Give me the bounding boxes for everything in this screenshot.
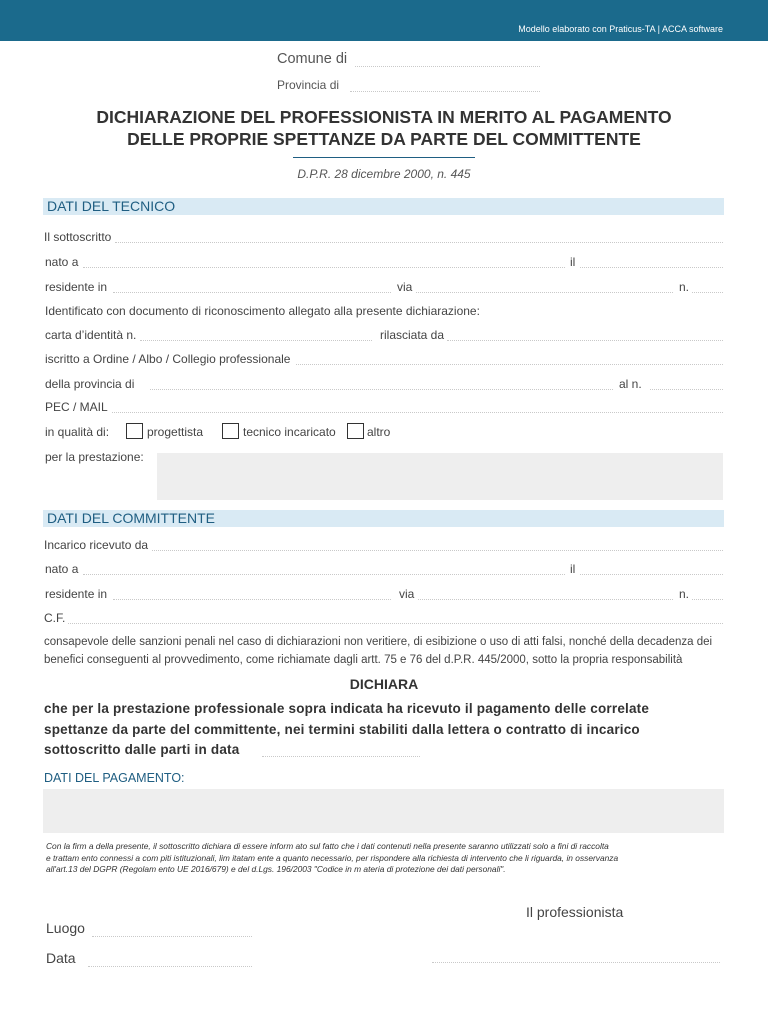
provincia-field[interactable] [350, 91, 540, 92]
section-dati-tecnico: DATI DEL TECNICO [43, 198, 724, 215]
carta-identita-label: carta d’identità n. [45, 328, 137, 342]
committente-nato-a-label: nato a [45, 562, 79, 576]
numero-iscrizione-field[interactable] [650, 389, 723, 390]
comune-label: Comune di [277, 51, 348, 67]
committente-il-label: il [570, 562, 576, 576]
provincia-label: Provincia di [277, 78, 340, 92]
iscritto-label: iscritto a Ordine / Albo / Collegio professionale [45, 352, 291, 366]
qualita-label: in qualità di: [45, 425, 110, 439]
altro-option-label: altro [367, 425, 391, 439]
software-credit: Modello elaborato con Praticus-TA | ACCA software [518, 24, 723, 34]
committente-civico-label: n. [679, 587, 690, 601]
data-field[interactable] [88, 966, 252, 967]
professionista-label: Il professionista [526, 904, 624, 920]
tecnico-residente-field[interactable] [113, 292, 391, 293]
committente-via-field[interactable] [418, 599, 673, 600]
tecnico-civico-label: n. [679, 280, 690, 294]
data-incarico-field[interactable] [262, 756, 420, 757]
document-subtitle: D.P.R. 28 dicembre 2000, n. 445 [297, 167, 471, 181]
data-label: Data [46, 950, 76, 966]
header-bar [0, 0, 768, 41]
prestazione-label: per la prestazione: [45, 450, 144, 464]
tecnico-via-label: via [397, 280, 413, 294]
section-dati-committente: DATI DEL COMMITTENTE [43, 510, 724, 527]
dichiarazione-line-3: sottoscritto dalle parti in data [44, 742, 240, 757]
prestazione-textarea[interactable] [157, 453, 723, 500]
incarico-label: Incarico ricevuto da [44, 538, 149, 552]
committente-nato-a-field[interactable] [83, 574, 565, 575]
firma-field[interactable] [432, 962, 720, 963]
dati-pagamento-textarea[interactable] [43, 789, 724, 833]
iscritto-field[interactable] [296, 364, 723, 365]
luogo-label: Luogo [46, 920, 85, 936]
tecnico-civico-field[interactable] [692, 292, 723, 293]
provincia-ordine-label: della provincia di [45, 377, 135, 391]
comune-field[interactable] [355, 66, 540, 67]
progettista-checkbox[interactable] [126, 423, 143, 439]
committente-residente-field[interactable] [113, 599, 391, 600]
cf-field[interactable] [68, 623, 723, 624]
committente-via-label: via [399, 587, 415, 601]
tecnico-birth-date-field[interactable] [580, 267, 723, 268]
tecnico-nato-a-field[interactable] [83, 267, 565, 268]
sottoscritto-label: Il sottoscritto [44, 230, 112, 244]
consapevole-text-line-1: consapevole delle sanzioni penali nel caso di dichiarazioni non veritiere, di esibizione o uso di atti falsi, nonché della decadenza dei [44, 636, 713, 648]
progettista-option-label: progettista [147, 425, 204, 439]
cf-label: C.F. [44, 611, 66, 625]
document-title-line-2: DELLE PROPRIE SPETTANZE DA PARTE DEL COMMITTENTE [127, 129, 641, 149]
tecnico-il-label: il [570, 255, 576, 269]
luogo-field[interactable] [92, 936, 252, 937]
carta-identita-field[interactable] [140, 340, 372, 341]
rilasciata-label: rilasciata da [380, 328, 445, 342]
committente-civico-field[interactable] [692, 599, 723, 600]
provincia-ordine-field[interactable] [150, 389, 613, 390]
tecnico-residente-label: residente in [45, 280, 108, 294]
tecnico-nato-a-label: nato a [45, 255, 79, 269]
privacy-line-1: Con la firm a della presente, il sottoscritto dichiara di essere inform ato sul fatto che i dati contenuti nella presente saranno utilizzati solo a fini di raccolta [46, 841, 609, 851]
tecnico-incaricato-option-label: tecnico incaricato [243, 425, 336, 439]
document-title-line-1: DICHIARAZIONE DEL PROFESSIONISTA IN MERITO AL PAGAMENTO [96, 107, 672, 127]
pec-label: PEC / MAIL [45, 400, 108, 414]
tecnico-incaricato-checkbox[interactable] [222, 423, 239, 439]
tecnico-via-field[interactable] [416, 292, 673, 293]
dichiarazione-line-2: spettanze da parte del committente, nei termini stabiliti dalla lettera o contratto di incarico [44, 721, 640, 737]
altro-checkbox[interactable] [347, 423, 364, 439]
al-n-label: al n. [619, 377, 642, 391]
consapevole-text-line-2: benefici conseguenti al provvedimento, come richiamate dagli artt. 75 e 76 del d.P.R. 445/2000, sotto la propria responsabilità [44, 654, 683, 666]
committente-birth-date-field[interactable] [580, 574, 723, 575]
pec-field[interactable] [112, 412, 723, 413]
sottoscritto-field[interactable] [115, 242, 723, 243]
committente-nome-field[interactable] [152, 550, 723, 551]
privacy-line-3: all'art.13 del DGPR (Regolam ento UE 2016/679) e del d.Lgs. 196/2003 "Codice in m ateria di protezione dei dati personali". [46, 864, 506, 874]
rilasciata-field[interactable] [447, 340, 723, 341]
dichiarazione-line-1: che per la prestazione professionale sopra indicata ha ricevuto il pagamento delle correlate [44, 701, 650, 716]
dichiara-heading: DICHIARA [349, 676, 419, 692]
committente-residente-label: residente in [45, 587, 108, 601]
identificato-text: Identificato con documento di riconoscimento allegato alla presente dichiarazione: [45, 304, 480, 318]
privacy-line-2: e trattam ento connessi a com piti istituzionali, lim itatam ente a quanto necessario, per rispondere alla richiesta di intervento che li riguarda, in osservanza [46, 852, 619, 863]
dati-pagamento-label: DATI DEL PAGAMENTO: [44, 771, 185, 785]
title-divider [293, 157, 475, 158]
